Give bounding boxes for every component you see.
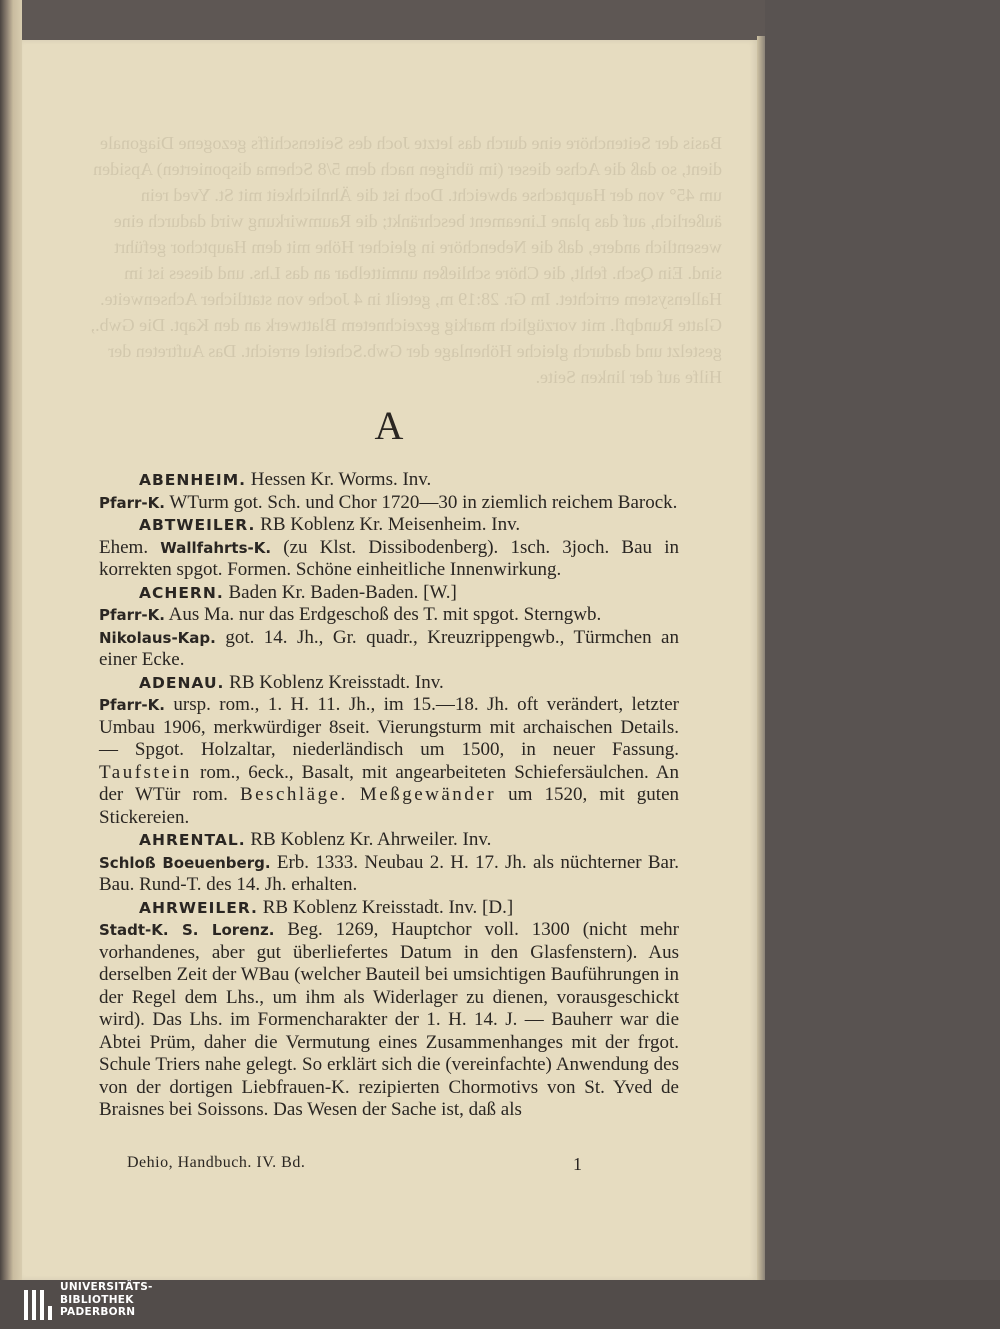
place-name: ACHERN.: [139, 583, 224, 602]
description-text: rom., 6eck., Basalt, mit angearbeiteten Schiefersäulchen. An der WTür rom.: [99, 761, 679, 805]
description-text: ursp. rom., 1. H. 11. Jh., im 15.—18. Jh. oft verändert, letzter Umbau 1906, merkwürdiger 8seit. Vierungsturm mit archaischen Details. — Spgot. Holzaltar, niederländisch um 1500, in neuer Fassung.: [99, 694, 679, 760]
spaced-term: Meßgewänder: [359, 784, 497, 805]
text-prefix: Ehem.: [99, 536, 161, 558]
place-name: AHRWEILER.: [139, 898, 258, 917]
building-name: Schloß Boeuenberg.: [99, 853, 271, 872]
scan-background: [765, 0, 1000, 1280]
place-name: ABTWEILER.: [139, 516, 256, 534]
entry-text: [99, 694, 679, 829]
entry-list: [99, 469, 679, 1122]
entry-text: [99, 919, 679, 1122]
entry-heading: [99, 469, 679, 492]
description-text: Aus Ma. nur das Erdgeschoß des T. mit spgot. Sterngwb.: [164, 604, 602, 625]
entry-text: [99, 537, 679, 582]
region-text: RB Koblenz Kreisstadt. Inv. [D.]: [257, 896, 514, 918]
region-text: Baden Kr. Baden-Baden. [W.]: [223, 581, 457, 603]
logo-line-2: BIBLIOTHEK: [60, 1293, 134, 1306]
building-name: Pfarr-K.: [99, 606, 165, 624]
region-text: Hessen Kr. Worms. Inv.: [246, 469, 432, 490]
entry-heading: [99, 897, 679, 920]
description-text: got. 14. Jh., Gr. quadr., Kreuzrippengwb., Türmchen an einer Ecke.: [99, 626, 679, 670]
spaced-term: Beschläge.: [239, 784, 348, 805]
building-name: Pfarr-K.: [99, 696, 165, 714]
building-name: Nikolaus-Kap.: [99, 628, 216, 647]
logo-line-1: UNIVERSITÄTS-: [60, 1281, 153, 1293]
building-name: Pfarr-K.: [99, 493, 165, 512]
entry-text: [99, 627, 679, 672]
entry-heading: [99, 582, 679, 605]
description-text: Beg. 1269, Hauptchor voll. 1300 (nicht mehr vorhandenes, aber gut überliefertes Datum in den Glasfenstern). Aus derselben Zeit der WBau (welcher Bauteil bei umsichtigen Bauführungen in der Regel dem Lhs., um ihm als Widerlager zu dienen, vorausgeschickt wird). Das Lhs. im Formencharakter der 1. H. 14. J. — Bauherr war die Abtei Prüm, daher die Vermutung eines Zusammenhanges mit der frgot. Schule Triers nahe gelegt. So erklärt sich die (vereinfachte) Anwendung des von der dortigen Liebfrauen-K. rezipierten Chormotivs von St. Yved de Braisnes bei Soissons. Das Wesen der Sache ist, daß als: [99, 919, 680, 1120]
page-edge: [757, 36, 765, 1280]
entry-heading: [99, 514, 679, 537]
entry-text: [99, 492, 679, 515]
description-text: [348, 784, 360, 805]
entry-heading: [99, 672, 679, 695]
place-name: ADENAU.: [139, 673, 225, 692]
place-name: ABENHEIM.: [139, 471, 247, 489]
spaced-term: Taufstein: [99, 761, 192, 783]
entry-heading: [99, 829, 679, 852]
region-text: RB Koblenz Kr. Ahrweiler. Inv.: [245, 829, 492, 850]
book-page: [22, 40, 757, 1280]
section-letter-heading: A: [374, 403, 404, 448]
bleed-through-text: Basis der Seitenchöre eine durch das letzte Joch des Seitenschiffs gezogene Diagonale dient, so daß die Achse dieser (im übrigen nach dem 5/8 Schema disponierten) Apsiden um 45° von der Hauptachse abweicht. Doch ist die Ähnlichkeit mit St. Yved rein äußerlich, auf das plane Lineament beschränkt; die Raumwirkung wird dadurch eine wesentlich andere, daß die Nebenchöre in gleicher Höhe mit dem Hauptchor geführt sind. Ein Qsch. fehlt, die Chöre schließen unmittelbar an das Lhs. und dieses ist im Hallensystem errichtet. Im Gr. 28:19 m, geteilt in 4 Joche von stattlicher Achsenweite. Glatte Rundpfl. mit vorzüglich markig gezeichnetem Blattwerk an den Kapt. Die Gwb., gestelzt und dadurch gleiche Höhenlage der Gwb.Scheitel erreicht. Das Auftreten der Hilfe auf der linken Seite.: [90, 133, 722, 387]
description-text: WTurm got. Sch. und Chor 1720—30 in ziemlich reichem Barock.: [164, 491, 678, 513]
library-logo-icon: [24, 1290, 54, 1320]
region-text: RB Koblenz Kr. Meisenheim. Inv.: [255, 514, 521, 535]
book-gutter: [0, 0, 22, 1280]
entry-text: [99, 604, 679, 627]
place-name: AHRENTAL.: [139, 831, 246, 849]
description-text: Erb. 1333. Neubau 2. H. 17. Jh. als nüchterner Bar. Bau. Rund-T. des 14. Jh. erhalten.: [99, 851, 679, 895]
entry-text: [99, 852, 679, 897]
library-logo-text: [60, 1281, 153, 1319]
region-text: RB Koblenz Kreisstadt. Inv.: [224, 671, 444, 693]
logo-line-3: PADERBORN: [60, 1306, 136, 1318]
description-text: um 1520, mit guten Stickereien.: [99, 784, 680, 828]
description-text: (zu Klst. Dissibodenberg). 1sch. 3joch. Bau in korrekten spgot. Formen. Schöne einheitliche Innenwirkung.: [99, 536, 679, 580]
scan-top-background: [0, 0, 765, 40]
footer-book-title: Dehio, Handbuch. IV. Bd.: [127, 1154, 306, 1171]
footer-page-number: 1: [573, 1154, 582, 1174]
building-name: Wallfahrts-K.: [160, 538, 272, 557]
building-name: Stadt-K. S. Lorenz.: [99, 921, 275, 939]
